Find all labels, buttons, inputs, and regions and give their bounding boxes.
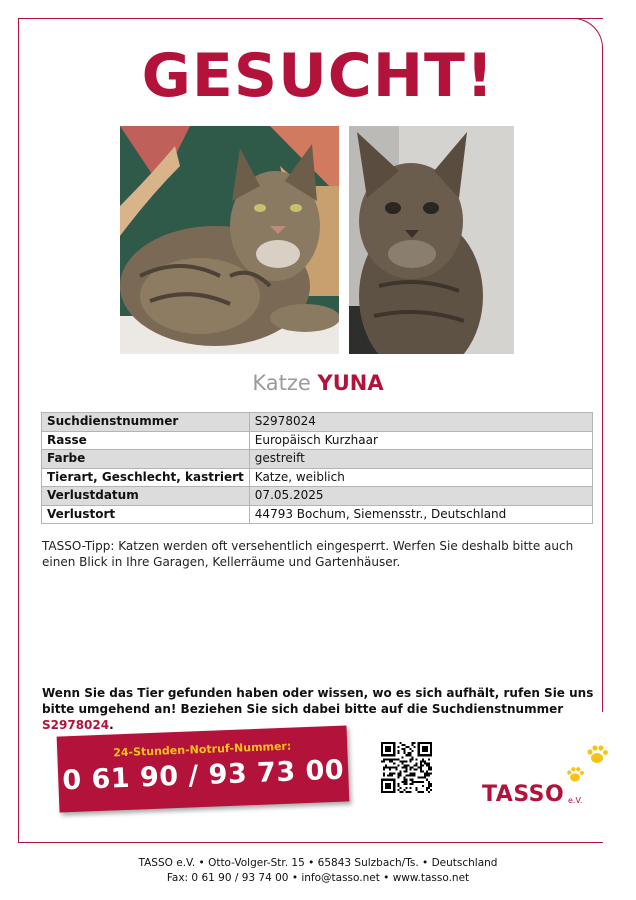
- tasso-logo: [482, 744, 610, 810]
- table-row: [42, 505, 593, 524]
- paw-icon: [566, 766, 584, 784]
- row-label: Rasse: [42, 431, 250, 450]
- headline: GESUCHT!: [141, 41, 495, 111]
- pet-species: Katze: [252, 371, 311, 395]
- paw-icon: [586, 744, 608, 766]
- table-row: [42, 413, 593, 432]
- row-label: Suchdienstnummer: [42, 413, 250, 432]
- footer-contact: Fax: 0 61 90 / 93 74 00 • info@tasso.net • www.tasso.net: [166, 872, 470, 884]
- frame-bottom-line: [18, 842, 603, 843]
- hotline-number[interactable]: 0 61 90 / 93 73 00: [61, 754, 345, 797]
- pet-name-line: [0, 368, 636, 398]
- reference-number: S2978024: [42, 718, 110, 732]
- logo-suffix: e.V.: [568, 796, 583, 805]
- details-table: [41, 412, 593, 524]
- row-value: S2978024: [249, 413, 592, 432]
- table-row: [42, 468, 593, 487]
- frame-left-line: [18, 18, 19, 843]
- footer-address: TASSO e.V. • Otto-Volger-Str. 15 • 65843 Sulzbach/Ts. • Deutschland: [138, 857, 498, 869]
- call-to-action-end: .: [109, 718, 114, 732]
- call-to-action-text: Wenn Sie das Tier gefunden haben oder wissen, wo es sich aufhält, rufen Sie uns bitte umgehend an! Beziehen Sie sich dabei bitte auf die Suchdienstnummer: [42, 686, 594, 716]
- row-value: gestreift: [249, 450, 592, 469]
- row-value: 07.05.2025: [249, 487, 592, 506]
- qr-code[interactable]: [381, 742, 432, 793]
- cat-photo-sitting: [349, 126, 514, 354]
- footer: [0, 856, 636, 886]
- tasso-tip: TASSO-Tipp: Katzen werden oft versehentlich eingesperrt. Werfen Sie deshalb bitte auch einen Blick in Ihre Garagen, Kellerräume und Gartenhäuser.: [42, 539, 574, 569]
- logo-wordmark: TASSO: [482, 782, 565, 807]
- hotline-label: 24-Stunden-Notruf-Nummer:: [112, 739, 292, 760]
- row-label: Verlustdatum: [42, 487, 250, 506]
- hotline-banner: [57, 725, 350, 812]
- row-label: Tierart, Geschlecht, kastriert: [42, 468, 250, 487]
- table-row: [42, 431, 593, 450]
- cat-photo-lying: [120, 126, 339, 354]
- table-row: [42, 450, 593, 469]
- row-label: Verlustort: [42, 505, 250, 524]
- row-value: Europäisch Kurzhaar: [249, 431, 592, 450]
- frame-top-line: [18, 18, 603, 19]
- table-row: [42, 487, 593, 506]
- row-value: 44793 Bochum, Siemensstr., Deutschland: [249, 505, 592, 524]
- row-label: Farbe: [42, 450, 250, 469]
- pet-name: YUNA: [317, 371, 384, 395]
- row-value: Katze, weiblich: [249, 468, 592, 487]
